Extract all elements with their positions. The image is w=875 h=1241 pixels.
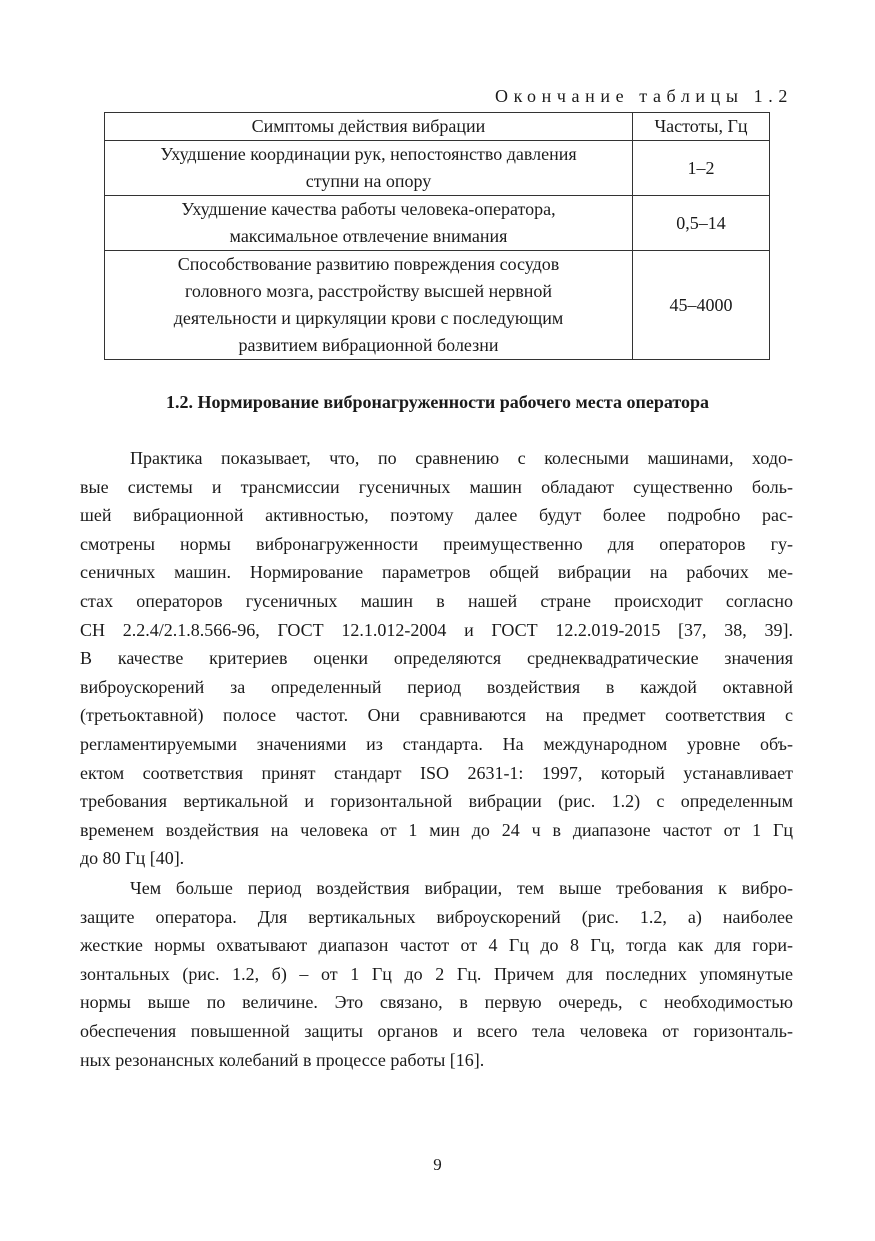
text-line: защите оператора. Для вертикальных виброускорений (рис. 1.2, а) наиболее <box>80 906 793 927</box>
text-line: регламентируемыми значениями из стандарта. На международном уровне объ- <box>80 733 793 754</box>
symptom-cell <box>105 141 633 196</box>
symptom-line: Способствование развитию повреждения сосудов <box>177 254 560 274</box>
text-line: обеспечения повышенной защиты органов и всего тела человека от горизонталь- <box>80 1020 793 1041</box>
text-line: стах операторов гусеничных машин в нашей стране происходит согласно <box>80 590 793 611</box>
symptom-line: головного мозга, расстройству высшей нервной <box>185 281 552 301</box>
text-line: временем воздействия на человека от 1 мин до 24 ч в диапазоне частот от 1 Гц <box>80 819 793 840</box>
symptom-cell <box>105 251 633 360</box>
section-heading: 1.2. Нормирование вибронагруженности рабочего места оператора <box>165 392 710 412</box>
symptom-line: Ухудшение качества работы человека-оператора, <box>181 199 556 219</box>
symptom-line: максимальное отвлечение внимания <box>229 226 508 246</box>
header-symptoms: Симптомы действия вибрации <box>105 113 633 141</box>
text-line: СН 2.2.4/2.1.8.566-96, ГОСТ 12.1.012-2004 и ГОСТ 12.2.019-2015 [37, 38, 39]. <box>80 619 793 640</box>
text-line: ных резонансных колебаний в процессе работы [16]. <box>80 1049 485 1070</box>
text-line: до 80 Гц [40]. <box>80 848 185 869</box>
table-caption: Окончание таблицы 1.2 <box>495 86 793 106</box>
text-line: ектом соответствия принят стандарт ISO 2631-1: 1997, который устанавливает <box>80 762 793 783</box>
symptom-line: Ухудшение координации рук, непостоянство давления <box>160 144 577 164</box>
text-line: В качестве критериев оценки определяются среднеквадратические значения <box>80 648 793 669</box>
symptom-line: ступни на опору <box>305 171 432 191</box>
paragraph-1 <box>80 444 793 873</box>
text-line: Чем больше период воздействия вибрации, тем выше требования к вибро- <box>130 878 793 898</box>
table-header-row <box>105 113 770 141</box>
text-line: Практика показывает, что, по сравнению с колесными машинами, ходо- <box>130 448 793 468</box>
frequency-cell: 45–4000 <box>633 251 770 360</box>
text-line: сеничных машин. Нормирование параметров общей вибрации на рабочих ме- <box>80 562 793 583</box>
text-line: вые системы и трансмиссии гусеничных машин обладают существенно боль- <box>80 476 793 497</box>
text-line: зонтальных (рис. 1.2, б) – от 1 Гц до 2 Гц. Причем для последних упомянутые <box>80 963 793 984</box>
text-line: (третьоктавной) полосе частот. Они сравниваются на предмет соответствия с <box>80 705 793 726</box>
text-line: смотрены нормы вибронагруженности преимущественно для операторов гу- <box>80 533 793 554</box>
text-line: шей вибрационной активностью, поэтому далее будут более подробно рас- <box>80 505 793 526</box>
table-row <box>105 196 770 251</box>
text-line: жесткие нормы охватывают диапазон частот от 4 Гц до 8 Гц, тогда как для гори- <box>80 935 793 956</box>
symptom-cell <box>105 196 633 251</box>
table-row <box>105 251 770 360</box>
text-line: нормы выше по величине. Это связано, в первую очередь, с необходимостью <box>80 992 793 1013</box>
text-line: требования вертикальной и горизонтальной вибрации (рис. 1.2) с определенным <box>80 791 793 812</box>
header-frequency: Частоты, Гц <box>633 113 770 141</box>
paragraph-2 <box>80 874 793 1074</box>
symptoms-table <box>104 112 770 360</box>
symptom-line: развитием вибрационной болезни <box>238 335 499 355</box>
table-row <box>105 141 770 196</box>
text-line: виброускорений за определенный период воздействия в каждой октавной <box>80 676 793 697</box>
page-number: 9 <box>433 1155 442 1174</box>
symptom-line: деятельности и циркуляции крови с последующим <box>173 308 564 328</box>
frequency-cell: 0,5–14 <box>633 196 770 251</box>
frequency-cell: 1–2 <box>633 141 770 196</box>
